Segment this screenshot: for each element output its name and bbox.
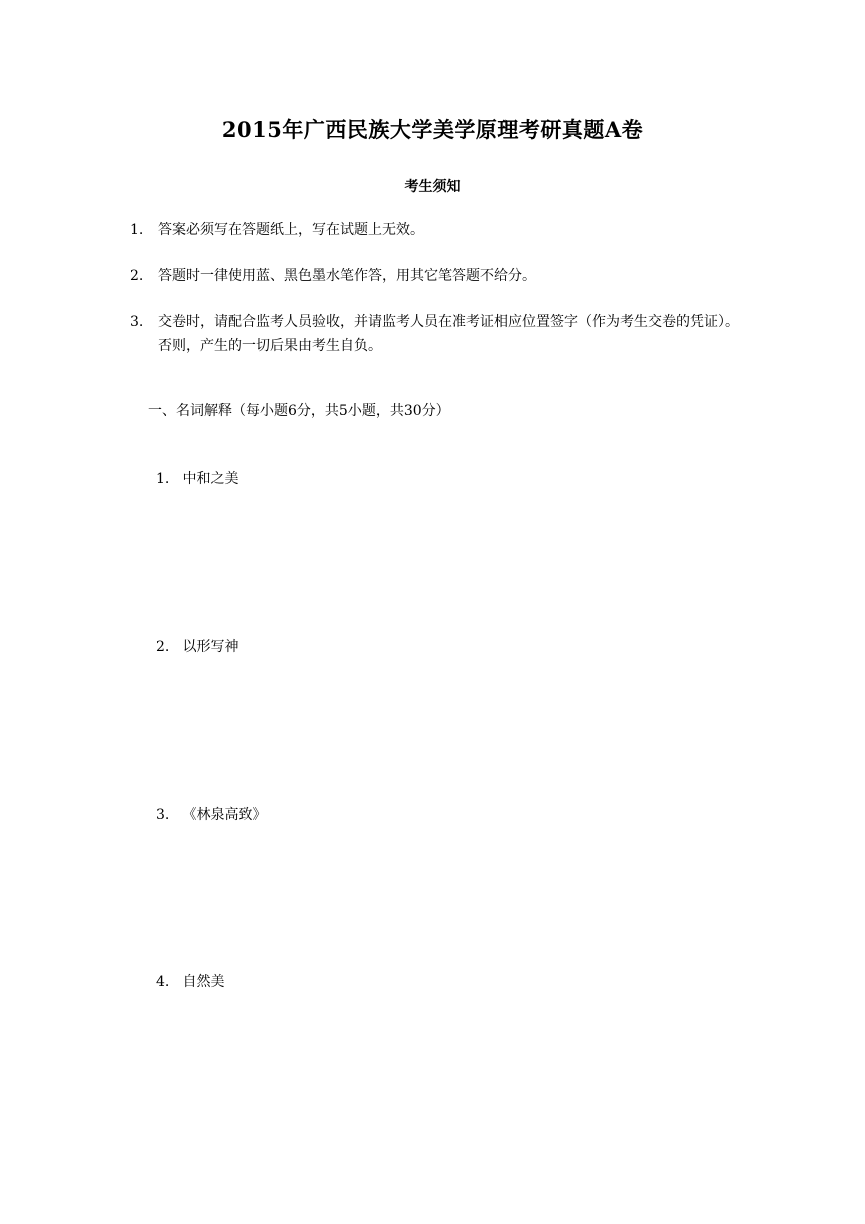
rule-item <box>130 310 750 358</box>
rule-item <box>130 264 750 288</box>
page-title: 2015年广西民族大学美学原理考研真题A卷 <box>221 117 644 142</box>
question-text: 以形写神 <box>182 639 239 655</box>
rule-number: 1. <box>130 222 144 238</box>
rule-item <box>130 218 750 242</box>
question-item <box>156 636 238 656</box>
notice-heading: 考生须知 <box>404 179 461 195</box>
question-text: 自然美 <box>182 974 225 990</box>
question-number: 2. <box>156 639 170 655</box>
question-item <box>156 971 224 991</box>
rule-number: 2. <box>130 268 144 284</box>
question-text: 《林泉高致》 <box>182 807 267 823</box>
rule-number: 3. <box>130 314 144 330</box>
question-text: 中和之美 <box>182 471 239 487</box>
question-number: 3. <box>156 807 170 823</box>
question-number: 1. <box>156 471 170 487</box>
question-item <box>156 468 238 488</box>
question-number: 4. <box>156 974 170 990</box>
rule-text: 交卷时，请配合监考人员验收，并请监考人员在准考证相应位置签字（作为考生交卷的凭证）。否则，产生的一切后果由考生自负。 <box>158 314 739 354</box>
question-item <box>156 804 266 824</box>
rule-text: 答题时一律使用蓝、黑色墨水笔作答，用其它笔答题不给分。 <box>158 268 536 284</box>
rule-text: 答案必须写在答题纸上，写在试题上无效。 <box>158 222 424 238</box>
section-heading: 一、名词解释（每小题6分，共5小题，共30分） <box>148 403 450 419</box>
